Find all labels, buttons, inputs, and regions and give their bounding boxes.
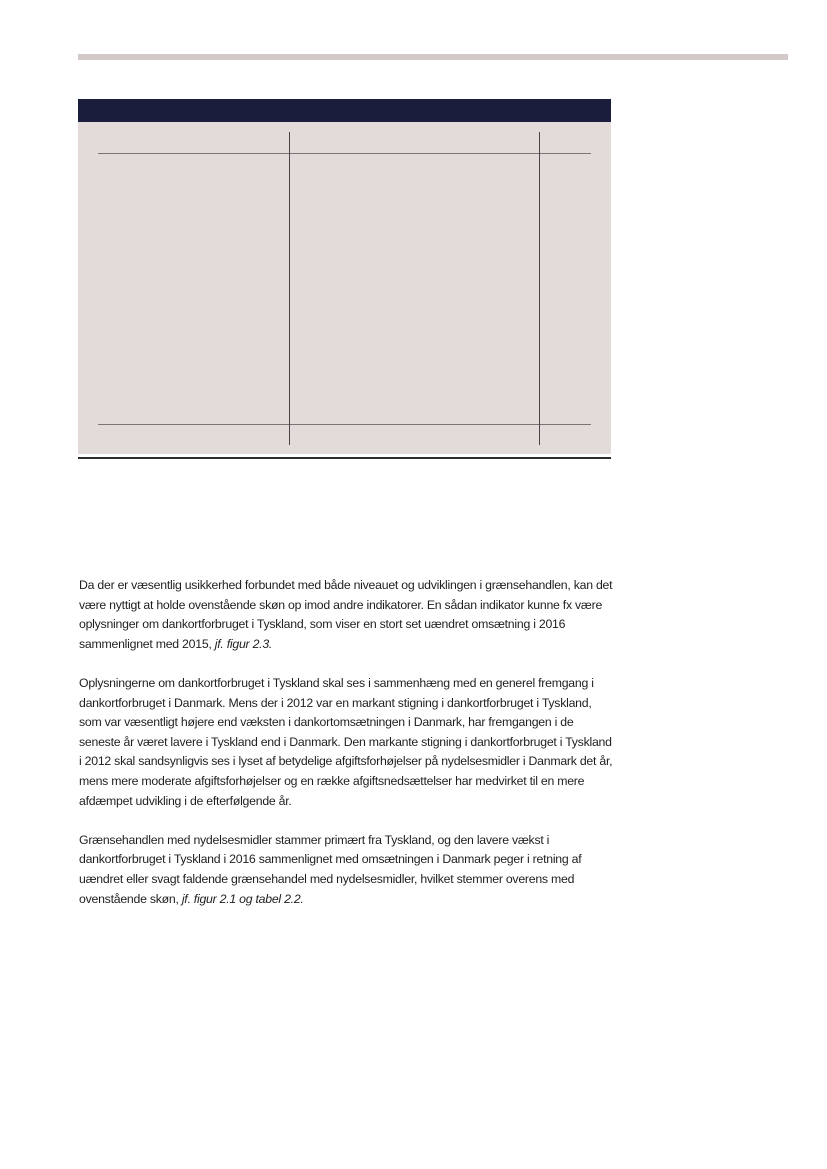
table-top-rule (98, 153, 591, 154)
page-top-rule (78, 54, 788, 60)
column-divider-1 (289, 132, 290, 445)
paragraph-1 (79, 576, 613, 654)
column-divider-2 (539, 132, 540, 445)
paragraph-2-text: Oplysningerne om dankortforbruget i Tyskland skal ses i sammenhæng med en generel fremgang i dankortforbruget i Danmark. Mens der i 2012 var en markant stigning i dankortforbruget i Tyskland, som var væsentligt højere end væksten i dankortomsætningen i Danmark, har fremgangen i de seneste år været lavere i Tyskland end i Danmark. Den markante stigning i dankortforbruget i Tyskland i 2012 skal sandsynligvis ses i lyset af betydelige afgiftsforhøjelser på nydelsesmidler i Danmark det år, mens mere moderate afgiftsforhøjelser og en række afgiftsnedsættelser har medvirket til en mere afdæmpet udvikling i de efterfølgende år. (79, 675, 613, 808)
figure-reference-link: jf. figur 2.3. (214, 636, 273, 651)
figure-bottom-rule (78, 457, 611, 459)
body-text (79, 576, 613, 929)
paragraph-3-text: Grænsehandlen med nydelsesmidler stammer primært fra Tyskland, og den lavere vækst i dankortforbruget i Tyskland i 2016 sammenlignet med omsætningen i Danmark peger i retning af uændret eller svagt faldende grænsehandel med nydelsesmidler, hvilket stemmer overens med ovenstående skøn, (79, 832, 582, 906)
figure-panel (78, 122, 611, 454)
paragraph-2 (79, 674, 613, 811)
figure-table-reference: jf. figur 2.1 og tabel 2.2. (181, 891, 304, 906)
table-bottom-rule (98, 424, 591, 425)
paragraph-1-text: Da der er væsentlig usikkerhed forbundet med både niveauet og udviklingen i grænsehandlen, kan det være nyttigt at holde ovenstående skøn op imod andre indikatorer. En sådan indikator kunne fx være oplysninger om dankortforbruget i Tyskland, som viser en stort set uændret omsætning i 2016 sammenlignet med 2015, (79, 578, 613, 651)
paragraph-3 (79, 831, 613, 909)
figure-header-bar (78, 99, 611, 122)
